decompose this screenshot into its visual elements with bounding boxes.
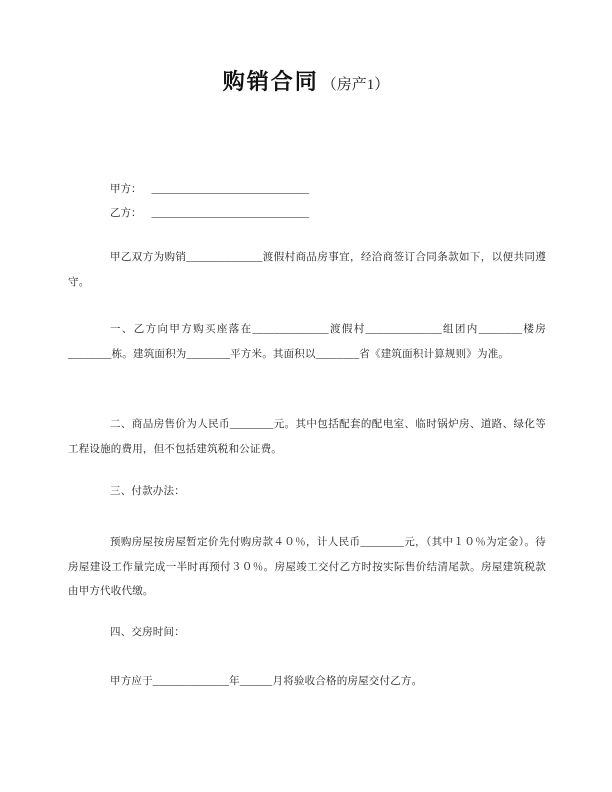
contract-title-main: 购销合同: [222, 69, 319, 94]
contract-title-sub: （房产1）: [321, 77, 390, 93]
page-title: [0, 68, 612, 99]
party-b-label: 乙方：: [110, 208, 142, 219]
clause-three-heading: 三、付款办法：: [110, 486, 185, 497]
party-b-row: [110, 202, 309, 227]
party-b-blank-line: ______________________________: [151, 208, 309, 219]
clause-three-payment-paragraph: 预购房屋按房屋暂定价先付购房款４０％，计人民币________元，（其中１０％为定金）。待房屋建设工作量完成一半时再预付３０％。房屋竣工交付乙方时按实际售价结清尾款。房屋建筑税款由甲方代收代缴。: [68, 537, 546, 597]
clause-four-heading: 四、交房时间：: [110, 627, 185, 638]
party-a-label: 甲方：: [110, 184, 142, 195]
clause-one-paragraph: 一、乙方向甲方购买座落在______________渡假村______________组团内________楼房________栋。建筑面积为________平方米。其面积以________省《建筑面积计算规则》为准。: [68, 324, 546, 360]
paragraph-intro: 甲乙双方为购销______________渡假村商品房事宜，经洽商签订合同条款如下，以便共同遵守。: [68, 252, 546, 288]
clause-four-delivery-paragraph: 甲方应于______________年______月将验收合格的房屋交付乙方。: [110, 676, 423, 687]
party-a-blank-line: ______________________________: [151, 184, 309, 195]
clause-two-paragraph: 二、商品房售价为人民币________元。其中包括配套的配电室、临时锅炉房、道路、绿化等工程设施的费用，但不包括建筑税和公证费。: [68, 419, 546, 455]
party-a-row: [110, 178, 309, 203]
